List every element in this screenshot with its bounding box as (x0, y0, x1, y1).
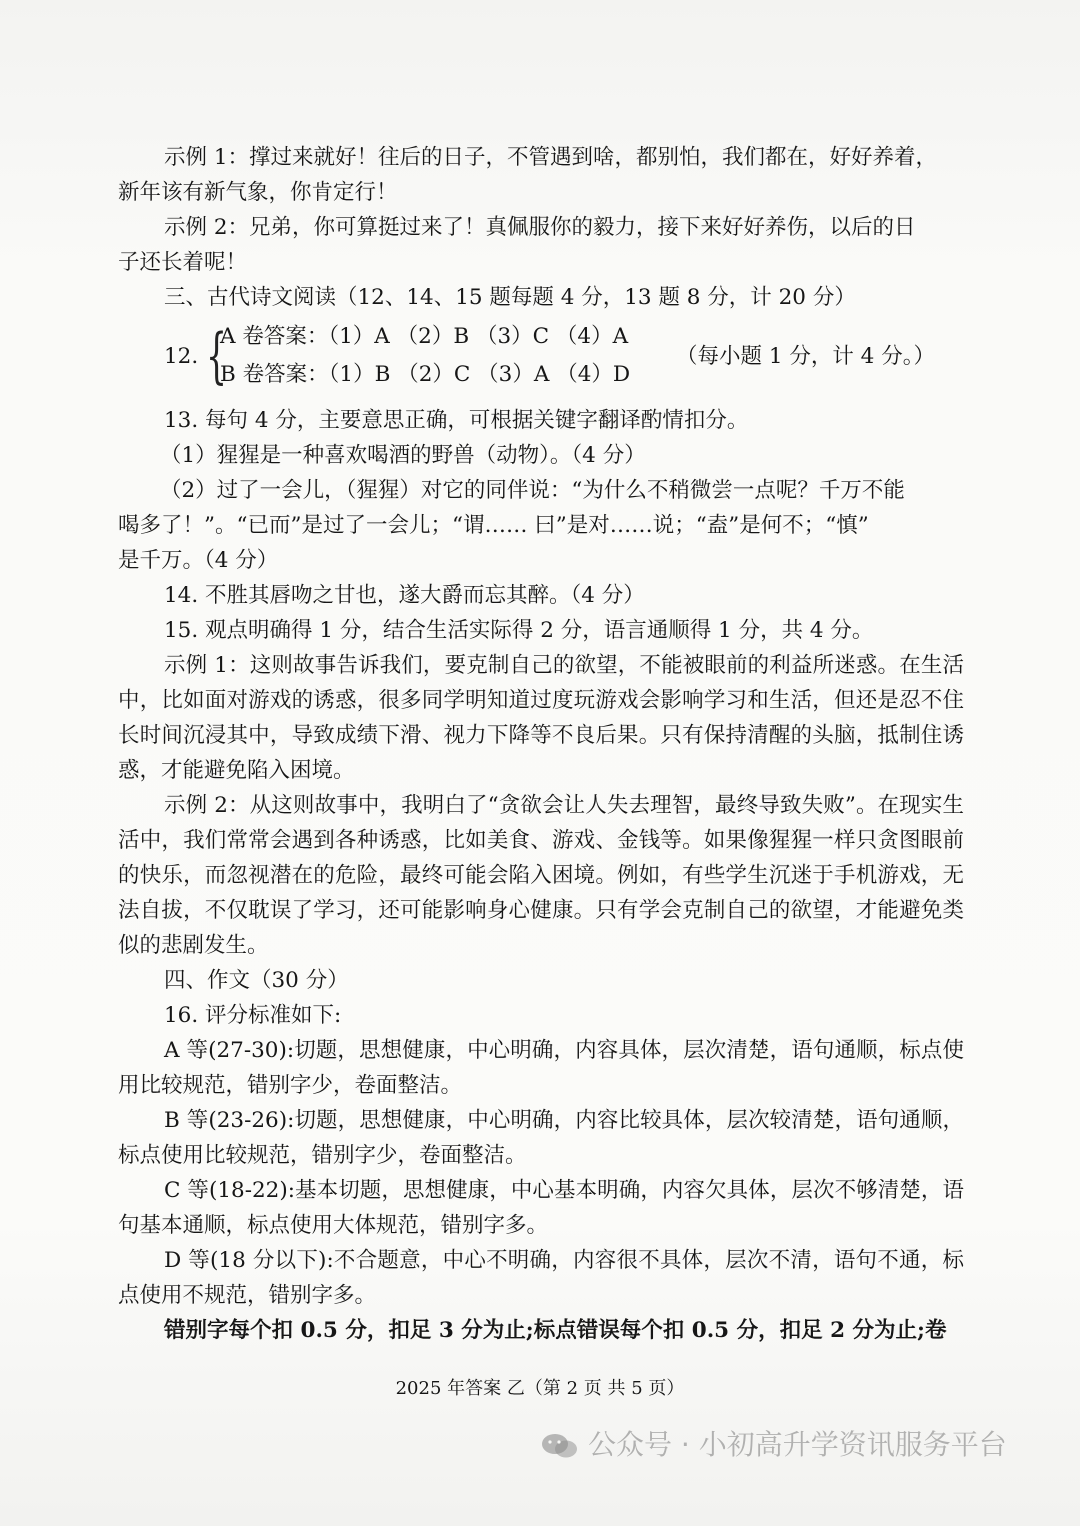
question-16: 16. 评分标准如下: (164, 1003, 342, 1028)
example-1-line-2: 新年该有新气象，你肯定行！ (118, 180, 398, 205)
question-12-scoring-note: （每小题 1 分，计 4 分。） (676, 344, 935, 369)
question-14: 14. 不胜其唇吻之甘也，遂大爵而忘其醉。（4 分） (164, 583, 645, 608)
example-1-line-1: 示例 1：撑过来就好！往后的日子，不管遇到啥，都别怕，我们都在，好好养着， (164, 145, 938, 170)
question-12-number: 12. (164, 344, 199, 369)
deduction-rules: 错别字每个扣 0.5 分，扣足 3 分为止;标点错误每个扣 0.5 分，扣足 2 分为止;卷 (164, 1318, 947, 1343)
grade-c-criteria: C 等(18-22):基本切题，思想健康，中心基本明确，内容欠具体，层次不够清楚，语句基本通顺，标点使用大体规范，错别字多。 (118, 1178, 964, 1238)
page-footer: 2025 年答案 乙（第 2 页 共 5 页） (395, 1378, 685, 1399)
question-13-part-2-line-3: 是千万。（4 分） (118, 548, 279, 573)
question-12-brace: { (206, 321, 228, 391)
document-body (118, 140, 964, 1348)
example-2-line-2: 子还长着呢！ (118, 250, 248, 275)
question-15-example-1: 示例 1：这则故事告诉我们，要克制自己的欲望，不能被眼前的利益所迷惑。在生活中，比如面对游戏的诱惑，很多同学明知道过度玩游戏会影响学习和生活，但还是忍不住长时间沉浸其中，导致成绩下滑、视力下降等不良后果。只有保持清醒的头脑，抵制住诱惑，才能避免陷入困境。 (118, 653, 964, 783)
question-12 (118, 319, 964, 397)
question-12-answer-a: A 卷答案：（1）A （2）B （3）C （4）A (220, 324, 629, 349)
question-13-part-1: （1）猩猩是一种喜欢喝酒的野兽（动物）。（4 分） (160, 443, 646, 468)
question-13-part-2-line-2: 喝多了！”。“已而”是过了一会儿；“谓…… 曰”是对……说；“盍”是何不；“慎” (118, 513, 869, 538)
wechat-icon (540, 1431, 580, 1461)
grade-d-criteria: D 等(18 分以下):不合题意，中心不明确，内容很不具体，层次不清，语句不通，标点使用不规范，错别字多。 (118, 1248, 964, 1308)
section-4-heading: 四、作文（30 分） (164, 968, 349, 993)
example-2-line-1: 示例 2：兄弟，你可算挺过来了！真佩服你的毅力，接下来好好养伤，以后的日 (164, 215, 916, 240)
question-15-example-2: 示例 2：从这则故事中，我明白了“贪欲会让人失去理智，最终导致失败”。在现实生活中，我们常常会遇到各种诱惑，比如美食、游戏、金钱等。如果像猩猩一样只贪图眼前的快乐，而忽视潜在的危险，最终可能会陷入困境。例如，有些学生沉迷于手机游戏，无法自拔，不仅耽误了学习，还可能影响身心健康。只有学会克制自己的欲望，才能避免类似的悲剧发生。 (118, 793, 964, 958)
question-12-answer-b: B 卷答案：（1）B （2）C （3）A （4）D (220, 362, 631, 387)
question-15: 15. 观点明确得 1 分，结合生活实际得 2 分，语言通顺得 1 分，共 4 分。 (164, 618, 874, 643)
watermark (540, 1423, 1060, 1467)
grade-a-criteria: A 等(27-30):切题，思想健康，中心明确，内容具体，层次清楚，语句通顺，标点使用比较规范，错别字少，卷面整洁。 (118, 1038, 964, 1098)
section-3-heading: 三、古代诗文阅读（12、14、15 题每题 4 分，13 题 8 分，计 20 分） (164, 285, 856, 310)
watermark-text: 公众号 · 小初高升学资讯服务平台 (588, 1428, 1007, 1461)
grade-b-criteria: B 等(23-26):切题，思想健康，中心明确，内容比较具体，层次较清楚，语句通顺，标点使用比较规范，错别字少，卷面整洁。 (118, 1108, 964, 1168)
question-13-part-2-line-1: （2）过了一会儿，（猩猩）对它的同伴说：“为什么不稍微尝一点呢？千万不能 (160, 478, 905, 503)
question-13-intro: 13. 每句 4 分，主要意思正确，可根据关键字翻译酌情扣分。 (164, 408, 749, 433)
